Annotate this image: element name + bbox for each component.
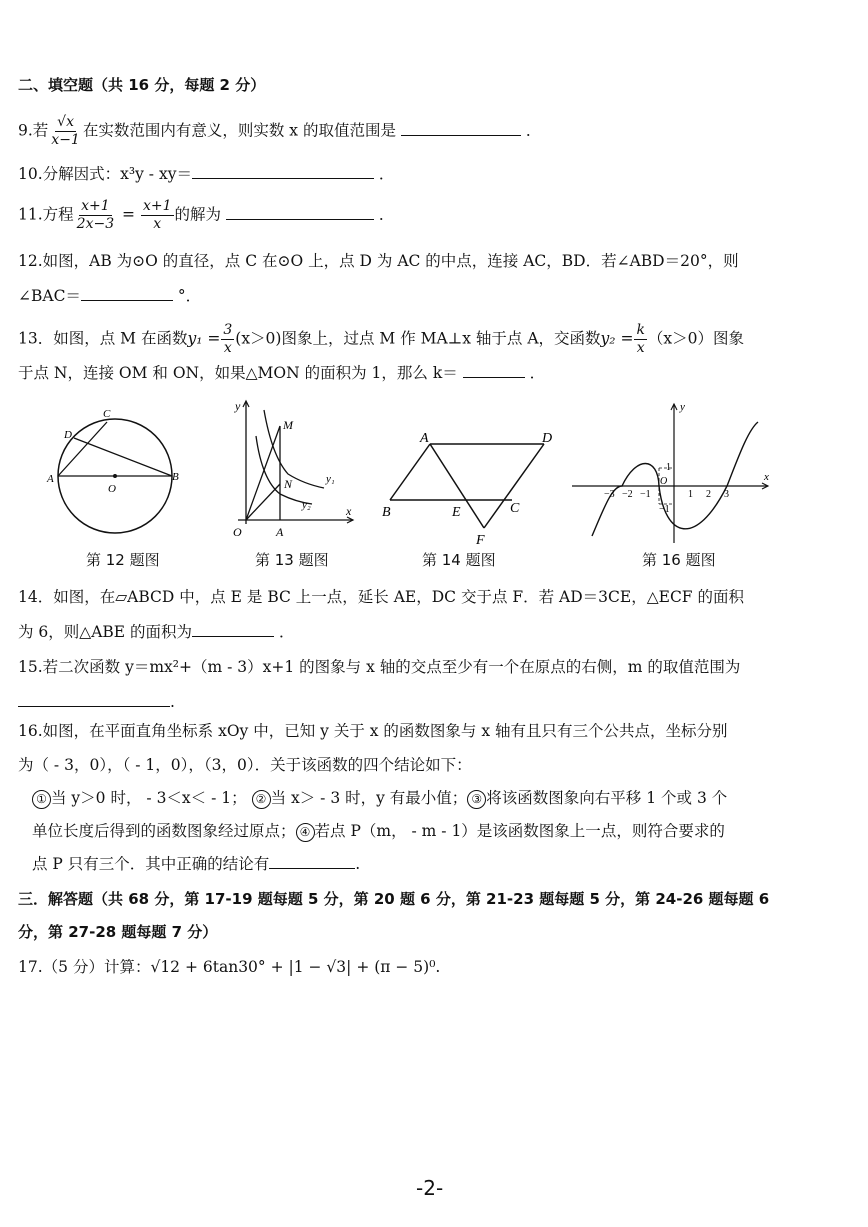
svg-text:x: x [346, 504, 352, 518]
svg-text:y₁: y₁ [326, 473, 335, 485]
question-9 [18, 114, 541, 149]
question-13-line-2 [18, 362, 545, 384]
question-16-line-4 [32, 820, 725, 842]
q11-pre: 11.方程 [18, 205, 74, 224]
figure-14-parallelogram [378, 428, 556, 548]
conclusion-4-text: 若点 P（m， - m - 1）是该函数图象上一点，则符合要求的 [314, 822, 725, 840]
svg-text:1: 1 [666, 462, 671, 473]
svg-text:C: C [103, 408, 111, 420]
svg-text:−2: −2 [622, 489, 633, 500]
conclusion-3-marker: ③ [467, 790, 486, 809]
svg-text:M: M [283, 418, 293, 432]
q13-g-num: k [636, 322, 645, 338]
svg-text:1: 1 [688, 489, 693, 500]
q12-end: °． [177, 287, 202, 305]
svg-text:x: x [764, 471, 769, 483]
figure-14-caption: 第 14 题图 [422, 551, 496, 569]
question-14-line-2 [18, 621, 295, 643]
svg-text:y: y [680, 401, 685, 413]
q11-answer-blank[interactable] [226, 205, 374, 220]
q10-text: 10.分解因式：x³y - xy＝ [18, 165, 192, 183]
question-12-line-1: 12.如图，AB 为⊙O 的直径，点 C 在⊙O 上，点 D 为 AC 的中点，连接 AC，BD．若∠ABD＝20°，则 [18, 252, 739, 270]
q12-answer-blank[interactable] [81, 286, 173, 301]
q9-end: ． [525, 121, 542, 140]
page-number: -2- [416, 1176, 444, 1200]
figure-12-circle [44, 402, 194, 537]
q11-f1-den: 2x−3 [76, 216, 115, 232]
q13-pre: 13．如图，点 M 在函数 [18, 329, 188, 348]
conclusion-1-marker: ① [32, 790, 51, 809]
figure-12-caption: 第 12 题图 [86, 551, 160, 569]
svg-text:O: O [108, 483, 116, 495]
svg-text:D: D [64, 429, 72, 441]
q11-text: 的解为 [174, 205, 222, 224]
svg-text:D: D [542, 431, 553, 446]
q15-answer-blank[interactable] [18, 692, 170, 707]
question-15-line-1: 15.若二次函数 y＝mx²+（m - 3）x+1 的图象与 x 轴的交点至少有一个在原点的右侧，m 的取值范围为 [18, 658, 741, 676]
conclusion-4-marker: ④ [296, 823, 315, 842]
q13-line2-pre: 于点 N，连接 OM 和 ON，如果△MON 的面积为 1，那么 k＝ [18, 364, 458, 382]
section-3-title-line-2: 分，第 27-28 题每题 7 分） [18, 923, 218, 941]
q13-y2: y₂ = [600, 329, 634, 348]
q13-answer-blank[interactable] [463, 363, 525, 378]
q9-frac-num: √x [57, 114, 74, 130]
question-16-line-5 [32, 853, 360, 875]
conclusion-2-marker: ② [252, 790, 271, 809]
svg-text:A: A [47, 473, 54, 485]
section-3-title-line-1: 三．解答题（共 68 分，第 17-19 题每题 5 分，第 20 题 6 分，第 21-23 题每题 5 分，第 24-26 题每题 6 [18, 890, 770, 908]
q11-end: ． [378, 205, 395, 224]
svg-text:E: E [452, 505, 461, 520]
q16-end: . [355, 855, 361, 873]
q11-f2-num: x+1 [142, 198, 172, 214]
question-11 [18, 198, 394, 233]
svg-text:B: B [172, 471, 179, 483]
svg-text:F: F [476, 533, 485, 548]
question-14-line-1: 14．如图，在▱ABCD 中，点 E 是 BC 上一点，延长 AE，DC 交于点 F．若 AD＝3CE，△ECF 的面积 [18, 588, 744, 606]
conclusion-1-text: 当 y＞0 时， - 3＜x＜ - 1； [51, 789, 247, 807]
q13-g-den: x [636, 340, 645, 356]
q16-line5-pre: 点 P 只有三个．其中正确的结论有 [32, 855, 270, 873]
q11-f2-den: x [153, 216, 162, 232]
q9-answer-blank[interactable] [401, 121, 521, 136]
q11-fraction-1 [75, 198, 116, 233]
svg-text:A: A [420, 431, 429, 446]
q11-equals: = [122, 205, 136, 224]
section-2-title: 二、填空题（共 16 分，每题 2 分） [18, 76, 266, 94]
svg-text:−1: −1 [640, 489, 651, 500]
svg-text:3: 3 [724, 489, 729, 500]
svg-text:N: N [284, 477, 293, 491]
figure-16-function-graph [570, 398, 775, 548]
question-15-line-2 [18, 691, 175, 713]
question-16-line-3 [32, 787, 727, 809]
svg-text:O: O [660, 476, 668, 487]
q13-f-num: 3 [223, 322, 233, 338]
q9-text: 在实数范围内有意义，则实数 x 的取值范围是 [82, 121, 396, 140]
svg-text:C: C [510, 501, 520, 516]
q13-cond1: (x＞0)图象上，过点 M 作 MA⊥x 轴于点 A，交函数 [235, 329, 601, 348]
q13-y1: y₁ = [187, 329, 221, 348]
q10-answer-blank[interactable] [192, 164, 374, 179]
q9-fraction [49, 114, 82, 149]
question-16-line-2: 为（ - 3，0），（ - 1，0），（3，0）．关于该函数的四个结论如下： [18, 756, 472, 774]
svg-text:B: B [382, 505, 391, 520]
q14-answer-blank[interactable] [192, 622, 274, 637]
q11-f1-num: x+1 [81, 198, 110, 214]
q13-frac-1 [221, 322, 234, 357]
q10-end: ． [378, 165, 395, 183]
question-10 [18, 163, 394, 185]
figure-13-graph [220, 396, 360, 544]
q13-cond2: （x＞0）图象 [647, 329, 745, 348]
q9-number: 9.若 [18, 121, 49, 140]
q13-end: ． [529, 364, 546, 382]
svg-text:2: 2 [706, 489, 711, 500]
q14-line2-pre: 为 6，则△ABE 的面积为 [18, 623, 193, 641]
q11-fraction-2 [141, 198, 174, 233]
svg-text:y₂: y₂ [302, 499, 311, 511]
conclusion-3-text: 将该函数图象向右平移 1 个或 3 个 [486, 789, 728, 807]
svg-text:−3: −3 [604, 489, 615, 500]
figure-13-caption: 第 13 题图 [255, 551, 329, 569]
svg-text:O: O [233, 525, 242, 539]
q15-end: . [170, 693, 175, 711]
question-17: 17.（5 分）计算：√12 + 6tan30° + |1 − √3| + (π − 5)⁰. [18, 958, 441, 976]
figure-16-caption: 第 16 题图 [642, 551, 716, 569]
question-13-line-1 [18, 322, 744, 357]
svg-text:A: A [276, 525, 284, 539]
conclusion-3-text-cont: 单位长度后得到的函数图象经过原点； [32, 822, 296, 840]
q13-frac-2 [634, 322, 646, 357]
conclusion-2-text: 当 x＞ - 3 时，y 有最小值； [270, 789, 468, 807]
q16-answer-blank[interactable] [269, 854, 355, 869]
question-12-line-2 [18, 285, 201, 307]
question-16-line-1: 16.如图，在平面直角坐标系 xOy 中，已知 y 关于 x 的函数图象与 x 轴有且只有三个公共点，坐标分别 [18, 722, 728, 740]
q12-line2-pre: ∠BAC＝ [18, 287, 81, 305]
svg-text:−1: −1 [659, 504, 670, 515]
q14-end: ． [278, 623, 295, 641]
q13-f-den: x [223, 340, 232, 356]
q9-frac-den: x−1 [51, 132, 80, 148]
svg-text:y: y [235, 399, 241, 413]
